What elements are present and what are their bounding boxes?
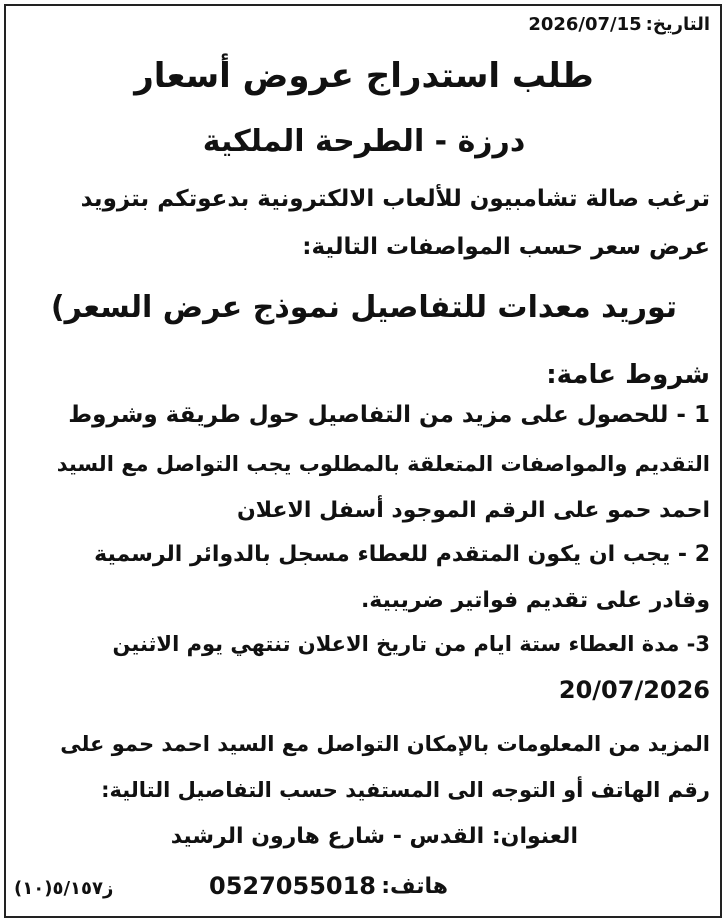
intro-line-2: عرض سعر حسب المواصفات التالية: bbox=[302, 234, 710, 260]
conditions-heading: شروط عامة: bbox=[546, 360, 710, 390]
condition-2-line-2: وقادر على تقديم فواتير ضريبية. bbox=[360, 588, 710, 613]
footer-row bbox=[14, 872, 710, 904]
condition-1-line-2: التقديم والمواصفات المتعلقة بالمطلوب يجب التواصل مع السيد bbox=[56, 452, 710, 476]
condition-3-date bbox=[16, 676, 710, 704]
tender-headline: توريد معدات للتفاصيل نموذج عرض السعر) bbox=[50, 290, 678, 325]
condition-3-line-1: 3- مدة العطاء ستة ايام من تاريخ الاعلان تنتهي يوم الاثنين bbox=[112, 632, 710, 656]
condition-1-line-3: احمد حمو على الرقم الموجود أسفل الاعلان bbox=[237, 498, 710, 523]
ad-reference-code: ز٥/١٥٧(١٠) bbox=[14, 878, 114, 899]
intro-line-1: ترغب صالة تشامبيون للألعاب الالكترونية بدعوتكم بتزويد bbox=[80, 186, 710, 212]
ad-title: طلب استدراج عروض أسعار bbox=[134, 56, 594, 96]
ad-subtitle: درزة - الطرحة الملكية bbox=[202, 124, 526, 159]
contact-address: العنوان: القدس - شارع هارون الرشيد bbox=[170, 824, 578, 849]
date-label: التاريخ: bbox=[645, 14, 710, 35]
phone-number: 0527055018 bbox=[209, 872, 376, 900]
contact-line-1: المزيد من المعلومات بالإمكان التواصل مع السيد احمد حمو على bbox=[60, 732, 710, 756]
condition-2-line-1: 2 - يجب ان يكون المتقدم للعطاء مسجل بالدوائر الرسمية bbox=[94, 542, 710, 567]
date-row bbox=[14, 14, 710, 40]
phone-label: هاتف: bbox=[381, 874, 448, 899]
condition-1-line-1: 1 - للحصول على مزيد من التفاصيل حول طريقة وشروط bbox=[68, 402, 710, 428]
deadline-date: 20/07/2026 bbox=[558, 676, 710, 704]
date-value: 2026/07/15 bbox=[528, 14, 642, 35]
contact-line-2: رقم الهاتف أو التوجه الى المستفيد حسب التفاصيل التالية: bbox=[101, 778, 710, 802]
